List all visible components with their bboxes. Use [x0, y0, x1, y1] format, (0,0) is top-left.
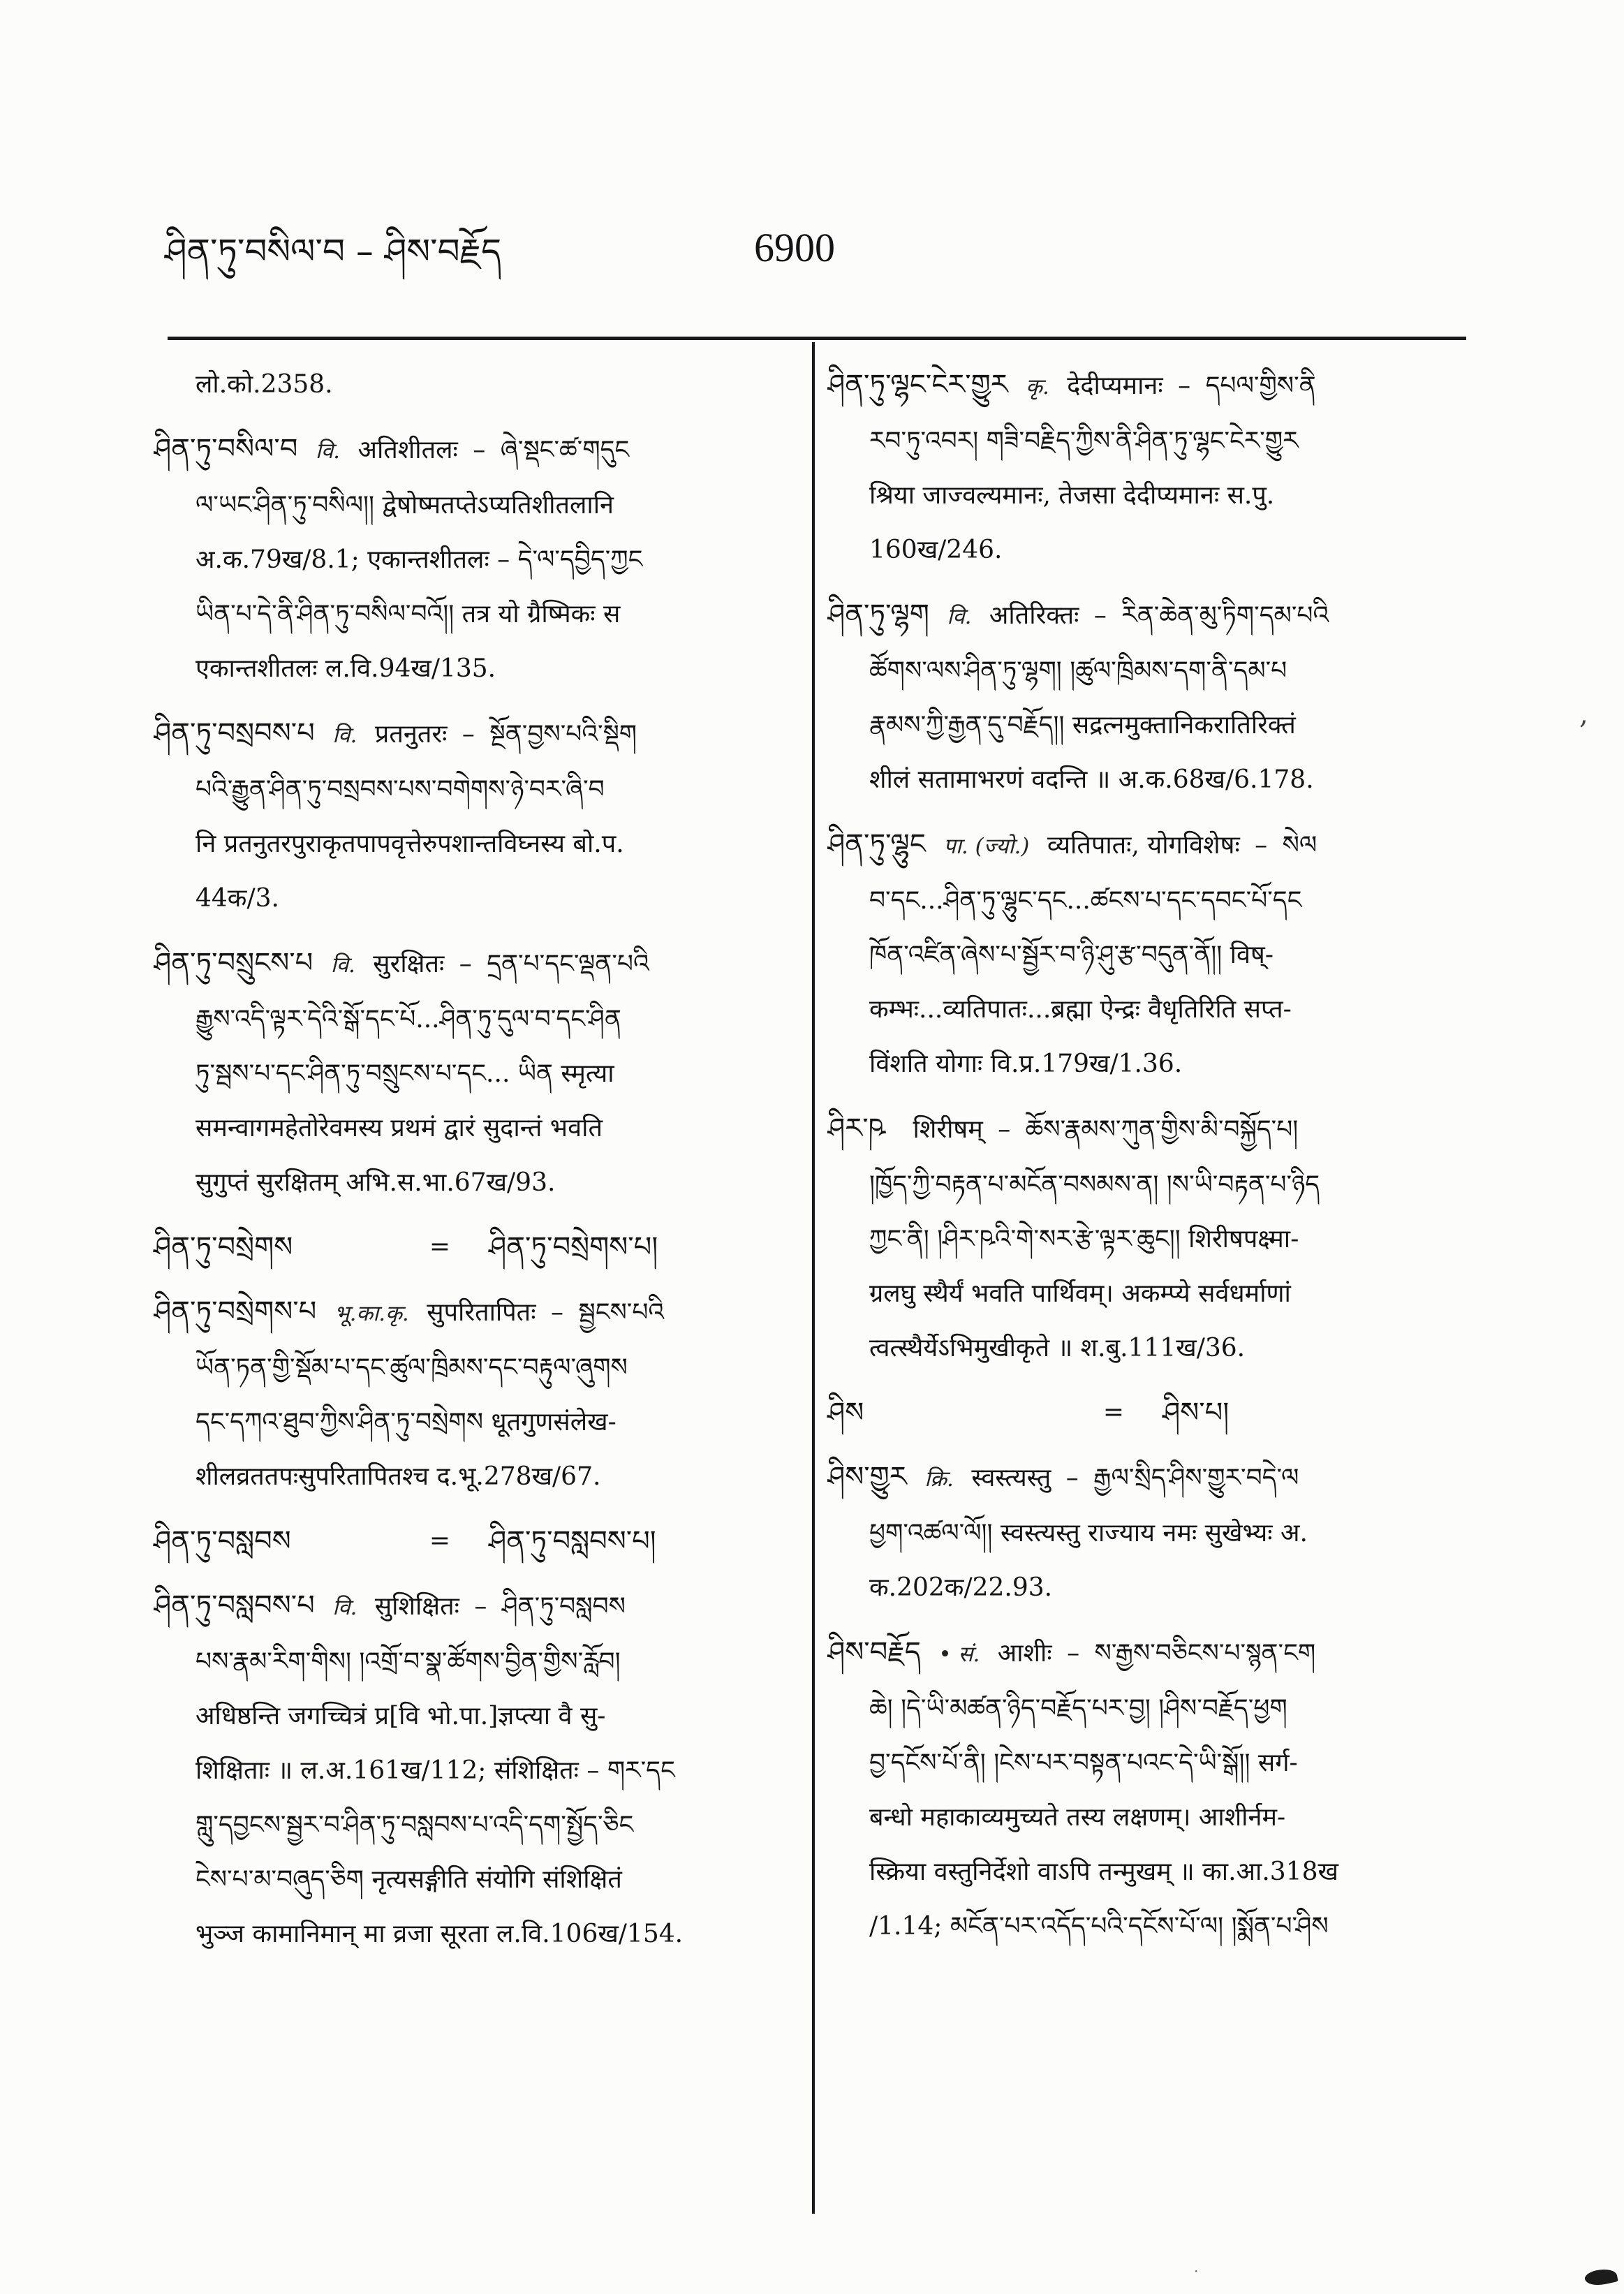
- entry-headword: ཤིན་ཏུ་བསྲུངས་པ: [154, 947, 313, 979]
- dictionary-entry: ཤིན་ཏུ་བསླབས་པ वि. सुशिक्षितः – ཤིན་ཏུ་བསླབས པས་རྣམ་རིག་གིས། །འགྲོ་བ་སྣ་ཚོགས་བྱིན་གྱིས་རློབ། अधिष्ठन्ति जगच्चित्रं प्र[वि भो.पा.]ज्ञप्त्या वै सु- शिक्षिताः ॥ ल.अ.161ख/112; संशिक्षितः – གར་དང གླུ་དབྱངས་སྦྱར་བ་ཤིན་ཏུ་བསླབས་པ་འདི་དག་སྤྱོད་ཅིང ངེས་པ་མ་བཞུད་ཅིག नृत्यसङ्गीति संयोगि संशिक्षितं भुञ्ज कामानिमान् मा व्रजा सूरता ल.वि.106ख/154.: [154, 1578, 789, 1962]
- entry-line: བ་དང...ཤིན་ཏུ་ལྷུང་དང...ཚངས་པ་དང་དབང་པོ་དང: [869, 886, 1302, 915]
- entry-line: अधिष्ठन्ति जगच्चित्रं प्र[वि भो.पा.]ज्ञप्त्या वै सु-: [195, 1702, 606, 1730]
- entry-line: श्रिया जाज्वल्यमानः, तेजसा देदीप्यमानः स.पु.: [869, 481, 1275, 510]
- dictionary-entry: ཤིན་ཏུ་བསྲབས་པ वि. प्रतनुतरः – སྔོན་བྱས་པའི་སྡིག པའི་རྒྱུན་ཤིན་ཏུ་བསྲབས་པས་བགེགས་ཉེ་བར་ཞི་བ नि प्रतनुतरपुराकृतपापवृत्तेरुपशान्तविघ्नस्य बो.प. 44क/3.: [154, 706, 789, 926]
- grammar-label: भू.का.कृ.: [334, 1301, 409, 1326]
- entry-line: ཏུ་སྦས་པ་དང་ཤིན་ཏུ་བསྲུངས་པ་དང... ཡིན स्मृत्या: [195, 1059, 614, 1088]
- dictionary-entry: ཤིན་ཏུ་བསྲུངས་པ वि. सुरक्षितः – དྲན་པ་དང་ལྡན་པའི རྒྱུས་འདི་ལྟར་དེའི་སྒོ་དང་པོ...ཤིན་ཏུ་དུལ་བ་དང་ཤིན ཏུ་སྦས་པ་དང་ཤིན་ཏུ་བསྲུངས་པ་དང... ཡིན स्मृत्या समन्वागमहेतोरेवमस्य प्रथमं द्वारं सुदान्तं भवति सुगुप्तं सुरक्षितम् अभि.स.भा.67ख/93.: [154, 936, 789, 1210]
- dictionary-entry: ཤིས་བརྗོད • सं. आशीः – ས་རྒྱས་བཅིངས་པ་སྙན་ངག ཆེ། །དེ་ཡི་མཚན་ཉིད་བརྗོད་པར་བྱ། །ཤིས་བརྗོད་ཕྱག བྱ་དངོས་པོ་ནི། །ངེས་པར་བསྟན་པའང་དེ་ཡི་སྒོ།། सर्ग- बन्धो महाकाव्यमुच्यते तस्य लक्षणम्। आशीर्नम- स्क्रिया वस्तुनिर्देशो वाऽपि तन्मुखम् ॥ का.आ.318ख /1.14; མངོན་པར་འདོད་པའི་དངོས་པོ་ལ། །སྨོན་པ་ཤིས: [827, 1625, 1470, 1954]
- entry-headword: ཤིན་ཏུ་བསྲེགས: [154, 1231, 293, 1263]
- entry-line: बन्धो महाकाव्यमुच्यते तस्य लक्षणम्। आशीर्नम-: [869, 1803, 1286, 1832]
- entry-line: स्क्रिया वस्तुनिर्देशो वाऽपि तन्मुखम् ॥ का.आ.318ख: [869, 1858, 1338, 1886]
- entry-line: སྔོན་བྱས་པའི་སྡིག: [489, 720, 637, 749]
- entry-line: ཁོན་འཛིན་ཞེས་པ་སྦྱོར་བ་ཉི་ཤུ་རྩ་བདུན་ནོ།། विष्-: [869, 941, 1274, 969]
- entry-line: ཆོས་རྣམས་ཀུན་གྱིས་མི་བསྐྱོད་པ།: [1025, 1115, 1299, 1144]
- entry-line: 160ख/246.: [869, 536, 1003, 564]
- entry-headword: ཤིན་ཏུ་བསླབས་པ: [154, 1589, 315, 1622]
- entry-line: པའི་རྒྱུན་ཤིན་ཏུ་བསྲབས་པས་བགེགས་ཉེ་བར་ཞི་བ: [195, 775, 605, 804]
- entry-line: དང་དཀའ་ཐུབ་ཀྱིས་ཤིན་ཏུ་བསྲེགས धूतगुणसंलेख-: [195, 1408, 617, 1436]
- running-head: ཤིན་ཏུ་བསིལ་བ – ཤིས་བརྗོད: [165, 231, 502, 272]
- cross-reference-entry: [154, 1220, 789, 1274]
- entry-line: अ.क.79ख/8.1; एकान्तशीतलः – དེ་ལ་དབྱིད་ཀྱང: [195, 545, 643, 574]
- grammar-label: वि.: [330, 953, 355, 978]
- entry-line: རྒྱུས་འདི་ལྟར་དེའི་སྒོ་དང་པོ...ཤིན་ཏུ་དུལ་བ་དང་ཤིན: [195, 1005, 621, 1034]
- equals-sign: =: [429, 1527, 451, 1555]
- entry-line: त्वत्स्थैर्येऽभिमुखीकृते ॥ श.बु.111ख/36.: [869, 1334, 1246, 1362]
- entry-line: ངེས་པ་མ་བཞུད་ཅིག नृत्यसङ्गीति संयोगि संशिक्षितं: [195, 1865, 622, 1894]
- sanskrit-gloss: अतिशीतलः: [357, 436, 458, 464]
- entry-line: ཤིན་ཏུ་བསླབས: [501, 1592, 626, 1621]
- grammar-label: वि.: [315, 439, 340, 464]
- sanskrit-gloss: शिरीषम्: [913, 1115, 983, 1144]
- dictionary-entry: ཤིར་ཥ शिरीषम् – ཆོས་རྣམས་ཀུན་གྱིས་མི་བསྐྱོད་པ། །ཁྱོད་ཀྱི་བརྟན་པ་མངོན་བསམས་ན། །ས་ཡི་བརྟན་པ་ཉིད ཀྱང་ནི། །ཤིར་ཥའི་གེ་སར་རྩེ་ལྟར་ཆུང།། शिरीषपक्ष्मा- ग्रलघु स्थैर्यं भवति पार्थिवम्। अकम्प्ये सर्वधर्माणां त्वत्स्थैर्येऽभिमुखीकृते ॥ श.बु.111ख/36.: [827, 1101, 1470, 1376]
- entry-line: ग्रलघु स्थैर्यं भवति पार्थिवम्। अकम्प्ये सर्वधर्माणां: [869, 1279, 1291, 1308]
- entry-line: རབ་ཏུ་འབར། གཟི་བརྗིད་ཀྱིས་ནི་ཤིན་ཏུ་ལྷང་ངེར་གྱུར: [869, 427, 1299, 455]
- entry-line: कम्भः...व्यतिपातः...ब्रह्मा ऐन्द्रः वैधृतिरिति सप्त-: [869, 995, 1292, 1024]
- entry-line: ཡིན་པ་དེ་ནི་ཤིན་ཏུ་བསིལ་བའོ།། तत्र यो ग्रैष्मिकः स: [195, 600, 621, 628]
- sanskrit-gloss: व्यतिपातः, योगविशेषः: [1047, 831, 1240, 860]
- grammar-label: क्रि.: [924, 1466, 954, 1492]
- cross-reference-target: ཤིན་ཏུ་བསྲེགས་པ།: [489, 1231, 658, 1263]
- entry-line: समन्वागमहेतोरेवमस्य प्रथमं द्वारं सुदान्तं भवति: [195, 1114, 603, 1142]
- entry-line: ཀྱང་ནི། །ཤིར་ཥའི་གེ་སར་རྩེ་ལྟར་ཆུང།། शिरीषपक्ष्मा-: [869, 1225, 1299, 1253]
- stray-mark: ·: [1194, 2263, 1199, 2279]
- entry-line: །ཁྱོད་ཀྱི་བརྟན་པ་མངོན་བསམས་ན། །ས་ཡི་བརྟན་པ་ཉིད: [869, 1170, 1320, 1199]
- cross-reference-entry: [827, 1385, 1470, 1440]
- entry-line: 44क/3.: [195, 884, 279, 913]
- entry-line: भुञ्ज कामानिमान् मा व्रजा सूरता ल.वि.106ख/154.: [195, 1920, 684, 1948]
- grammar-label: • सं.: [938, 1642, 980, 1667]
- cross-reference-entry: [154, 1514, 789, 1568]
- entry-line: དཔལ་གྱིས་ནི: [1205, 372, 1316, 400]
- grammar-label: वि.: [332, 723, 357, 748]
- grammar-label: वि.: [947, 604, 972, 629]
- sanskrit-gloss: सुशिक्षितः: [374, 1592, 459, 1621]
- entry-headword: ཤིན་ཏུ་བསླབས: [154, 1525, 291, 1557]
- stray-mark: ,: [1579, 698, 1588, 730]
- entry-line: སེལ: [1282, 831, 1317, 860]
- entry-line: शीलव्रततपःसुपरितापितश्च द.भू.278ख/67.: [195, 1462, 601, 1491]
- entry-headword: ཤིན་ཏུ་ལྷག: [827, 598, 929, 631]
- entry-line: ལ་ཡང་ཤིན་ཏུ་བསིལ།། द्वेषोष्मतप्तेऽप्यतिशीतलानि: [195, 491, 614, 520]
- entry-line: शीलं सतामाभरणं वदन्ति ॥ अ.क.68ख/6.178.: [869, 765, 1314, 794]
- entry-line: པས་རྣམ་རིག་གིས། །འགྲོ་བ་སྣ་ཚོགས་བྱིན་གྱིས་རློབ།: [195, 1647, 621, 1676]
- entry-line: ས་རྒྱས་བཅིངས་པ་སྙན་ངག: [1094, 1639, 1316, 1668]
- entry-line: क.202क/22.93.: [869, 1573, 1053, 1602]
- entry-line: /1.14; མངོན་པར་འདོད་པའི་དངོས་པོ་ལ། །སྨོན་པ་ཤིས: [869, 1912, 1329, 1941]
- page-number: 6900: [754, 225, 835, 270]
- entry-line: རྣམས་ཀྱི་རྒྱན་དུ་བརྗོད།། सद्रत्नमुक्तानिकरातिरिक्तं: [869, 711, 1296, 740]
- sanskrit-gloss: प्रतनुतरः: [374, 720, 448, 749]
- dictionary-entry: ཤིན་ཏུ་ལྷག वि. अतिरिक्तः – རིན་ཆེན་མུ་ཏིག་དམ་པའི ཚོགས་ལས་ཤིན་ཏུ་ལྷག། །ཚུལ་ཁྲིམས་དག་ནི་དམ་པ རྣམས་ཀྱི་རྒྱན་དུ་བརྗོད།། सद्रत्नमुक्तानिकरातिरिक्तं शीलं सतामाभरणं वदन्ति ॥ अ.क.68ख/6.178.: [827, 587, 1470, 807]
- dictionary-entry: ཤིན་ཏུ་བསྲེགས་པ भू.का.कृ. सुपरितापितः – སྦྱངས་པའི ཡོན་ཏན་གྱི་སྡོམ་པ་དང་ཚུལ་ཁྲིམས་དང་བརྟུལ་ཞུགས དང་དཀའ་ཐུབ་ཀྱིས་ཤིན་ཏུ་བསྲེགས धूतगुणसंलेख- शीलव्रततपःसुपरितापितश्च द.भू.278ख/67.: [154, 1284, 789, 1504]
- cross-reference-target: ཤིས་པ།: [1162, 1397, 1230, 1429]
- entry-line: གླུ་དབྱངས་སྦྱར་བ་ཤིན་ཏུ་བསླབས་པ་འདི་དག་སྤྱོད་ཅིང: [195, 1811, 634, 1839]
- entry-line: लो.को.2358.: [195, 370, 333, 399]
- sanskrit-gloss: सुरक्षितः: [373, 950, 445, 978]
- dictionary-entry: ཤིས་གྱུར क्रि. स्वस्त्यस्तु – རྒྱལ་སྲིད་ཤིས་གྱུར་བདེ་ལ ཕྱག་འཚལ་ལོ།། स्वस्त्यस्तु राज्याय नमः सुखेभ्यः अ. क.202क/22.93.: [827, 1450, 1470, 1615]
- entry-line: སྦྱངས་པའི: [578, 1298, 665, 1327]
- entry-line: नि प्रतनुतरपुराकृतपापवृत्तेरुपशान्तविघ्नस्य बो.प.: [195, 830, 624, 858]
- entry-line: ཞེ་སྡང་ཚ་གདུང: [500, 436, 630, 464]
- entry-line: विंशति योगाः वि.प्र.179ख/1.36.: [869, 1050, 1183, 1078]
- sanskrit-gloss: आशीः: [997, 1639, 1052, 1668]
- scan-smudge: [1584, 2266, 1618, 2288]
- sanskrit-gloss: सुपरितापितः: [427, 1298, 536, 1327]
- entry-headword: ཤིན་ཏུ་བསྲེགས་པ: [154, 1295, 317, 1328]
- header-rule: [168, 337, 1466, 340]
- entry-line: རྒྱལ་སྲིད་ཤིས་གྱུར་བདེ་ལ: [1093, 1464, 1299, 1492]
- entry-line: ཕྱག་འཚལ་ལོ།། स्वस्त्यस्तु राज्याय नमः सुखेभ्यः अ.: [869, 1519, 1308, 1547]
- cross-reference-target: ཤིན་ཏུ་བསླབས་པ།: [489, 1525, 656, 1557]
- entry-headword: ཤིན་ཏུ་ལྷུང: [827, 828, 926, 860]
- entry-line: शिक्षिताः ॥ ल.अ.161ख/112; संशिक्षितः – གར་དང: [195, 1756, 675, 1785]
- equals-sign: =: [1102, 1398, 1125, 1427]
- entry-line: དྲན་པ་དང་ལྡན་པའི: [487, 950, 649, 978]
- entry-line: ཡོན་ཏན་གྱི་སྡོམ་པ་དང་ཚུལ་ཁྲིམས་དང་བརྟུལ་ཞུགས: [195, 1353, 628, 1382]
- grammar-label: वि.: [332, 1595, 357, 1620]
- entry-line: ཚོགས་ལས་ཤིན་ཏུ་ལྷག། །ཚུལ་ཁྲིམས་དག་ནི་དམ་པ: [869, 656, 1287, 685]
- dictionary-entry: ཤིན་ཏུ་ལྷང་ངེར་གྱུར कृ. देदीप्यमानः – དཔལ་གྱིས་ནི རབ་ཏུ་འབར། གཟི་བརྗིད་ཀྱིས་ནི་ཤིན་ཏུ་ལྷང་ངེར་གྱུར श्रिया जाज्वल्यमानः, तेजसा देदीप्यमानः स.पु. 160ख/246.: [827, 358, 1470, 578]
- entry-line: सुगुप्तं सुरक्षितम् अभि.स.भा.67ख/93.: [195, 1168, 556, 1197]
- dictionary-entry: [154, 358, 789, 412]
- entry-headword: ཤིན་ཏུ་ལྷང་ངེར་གྱུར: [827, 369, 1008, 401]
- entry-line: བྱ་དངོས་པོ་ནི། །ངེས་པར་བསྟན་པའང་དེ་ཡི་སྒོ།། सर्ग-: [869, 1749, 1298, 1777]
- left-column: [154, 358, 789, 1971]
- entry-headword: ཤིས་བརྗོད: [827, 1636, 921, 1668]
- dictionary-entry: ཤིན་ཏུ་ལྷུང पा. (ज्यो.) व्यतिपातः, योगविशेषः – སེལ བ་དང...ཤིན་ཏུ་ལྷུང་དང...ཚངས་པ་དང་དབང་པོ་དང ཁོན་འཛིན་ཞེས་པ་སྦྱོར་བ་ཉི་ཤུ་རྩ་བདུན་ནོ།། विष्- कम्भः...व्यतिपातः...ब्रह्मा ऐन्द्रः वैधृतिरिति सप्त- विंशति योगाः वि.प्र.179ख/1.36.: [827, 817, 1470, 1091]
- dictionary-entry: ཤིན་ཏུ་བསིལ་བ वि. अतिशीतलः – ཞེ་སྡང་ཚ་གདུང ལ་ཡང་ཤིན་ཏུ་བསིལ།། द्वेषोष्मतप्तेऽप्यतिशीतलानि अ.क.79ख/8.1; एकान्तशीतलः – དེ་ལ་དབྱིད་ཀྱང ཡིན་པ་དེ་ནི་ཤིན་ཏུ་བསིལ་བའོ།། तत्र यो ग्रैष्मिकः स एकान्तशीतलः ल.वि.94ख/135.: [154, 422, 789, 696]
- equals-sign: =: [429, 1233, 451, 1261]
- sanskrit-gloss: देदीप्यमानः: [1067, 372, 1163, 400]
- sanskrit-gloss: स्वस्त्यस्तु: [971, 1464, 1051, 1492]
- entry-line: एकान्तशीतलः ल.वि.94ख/135.: [195, 654, 496, 683]
- entry-line: རིན་ཆེན་མུ་ཏིག་དམ་པའི: [1121, 601, 1329, 630]
- entry-headword: ཤིན་ཏུ་བསྲབས་པ: [154, 717, 315, 749]
- column-divider: [812, 342, 815, 2214]
- grammar-label: कृ.: [1026, 374, 1049, 399]
- right-column: [827, 358, 1470, 1964]
- grammar-label: पा. (ज्यो.): [943, 834, 1030, 859]
- entry-headword: ཤིས་གྱུར: [827, 1461, 907, 1493]
- entry-line: ཆེ། །དེ་ཡི་མཚན་ཉིད་བརྗོད་པར་བྱ། །ཤིས་བརྗོད་ཕྱག: [869, 1694, 1287, 1723]
- entry-headword: ཤིན་ཏུ་བསིལ་བ: [154, 433, 298, 465]
- entry-headword: ཤིས: [827, 1397, 864, 1429]
- entry-headword: ཤིར་ཥ: [827, 1112, 886, 1145]
- sanskrit-gloss: अतिरिक्तः: [989, 601, 1079, 630]
